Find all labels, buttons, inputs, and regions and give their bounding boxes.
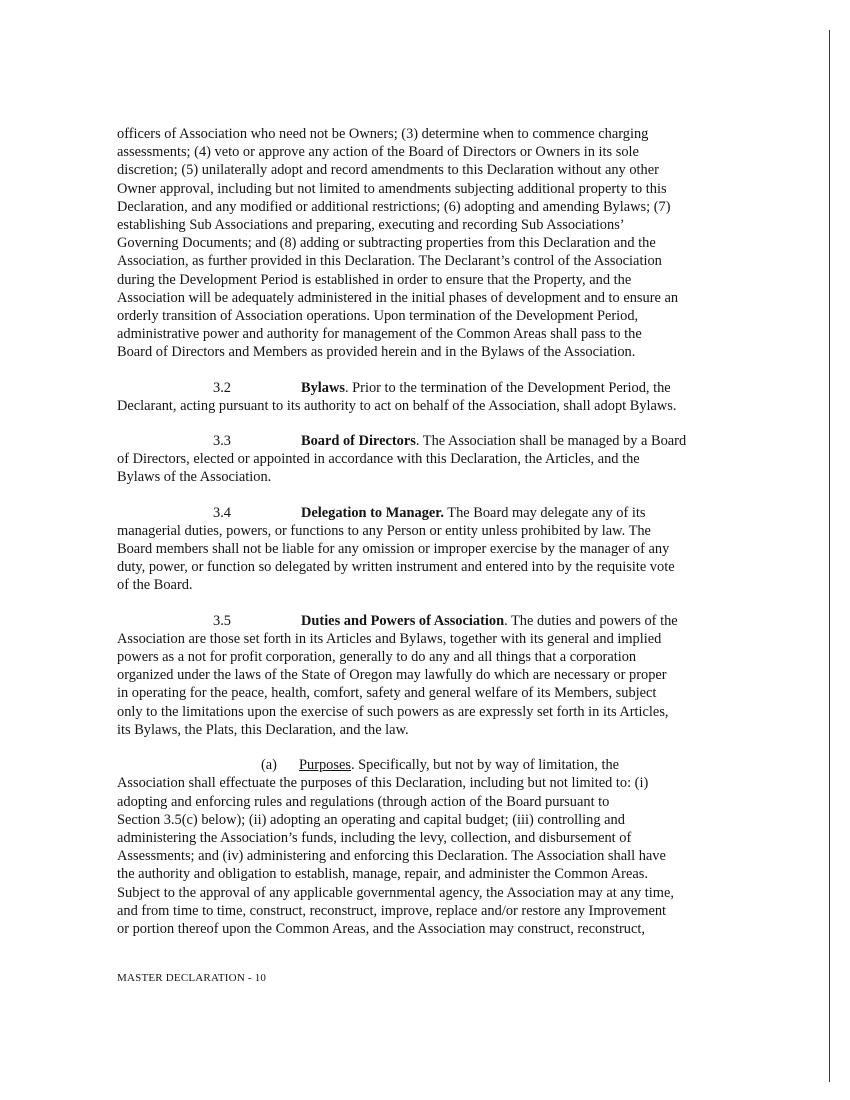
section-text: . The duties and powers of the bbox=[504, 612, 678, 629]
text-line: only to the limitations upon the exercise of such powers as are expressly set forth in its Articles, bbox=[117, 703, 669, 720]
section-first-line bbox=[117, 504, 747, 522]
text-line: managerial duties, powers, or functions to any Person or entity unless prohibited by law. The bbox=[117, 522, 651, 539]
text-line: administering the Association’s funds, including the levy, collection, and disbursement of bbox=[117, 829, 632, 846]
intro-paragraph bbox=[117, 125, 747, 362]
text-line: Board of Directors and Members as provided herein and in the Bylaws of the Association. bbox=[117, 344, 636, 361]
subsection-text: . Specifically, but not by way of limitation, the bbox=[350, 757, 620, 774]
section-heading: Board of Directors bbox=[301, 433, 416, 450]
text-line: Association will be adequately administered in the initial phases of development and to ensure an bbox=[117, 289, 679, 306]
section-first-line bbox=[117, 379, 747, 397]
text-line: orderly transition of Association operations. Upon termination of the Development Period, bbox=[117, 308, 639, 325]
section-text: . The Association shall be managed by a Board bbox=[415, 433, 687, 450]
section-3-4 bbox=[117, 504, 747, 595]
text-line: Assessments; and (iv) administering and enforcing this Declaration. The Association shall have bbox=[117, 848, 666, 865]
section-heading: Bylaws bbox=[301, 379, 345, 396]
text-line: or portion thereof upon the Common Areas, and the Association may construct, reconstruct, bbox=[117, 920, 645, 937]
text-line: assessments; (4) veto or approve any action of the Board of Directors or Owners in its sole bbox=[117, 144, 639, 161]
text-line: in operating for the peace, health, comfort, safety and general welfare of its Members, subject bbox=[117, 685, 657, 702]
section-number: 3.2 bbox=[213, 379, 231, 396]
text-line: during the Development Period is established in order to ensure that the Property, and the bbox=[117, 271, 632, 288]
subsection-heading: Purposes bbox=[299, 757, 351, 774]
text-line: Declaration, and any modified or additional restrictions; (6) adopting and amending Bylaws; (7) bbox=[117, 198, 671, 215]
text-line: powers as a not for profit corporation, generally to do any and all things that a corporation bbox=[117, 649, 637, 666]
subsection-label: (a) bbox=[261, 757, 277, 774]
text-line: Bylaws of the Association. bbox=[117, 469, 272, 486]
text-line: the authority and obligation to establish, manage, repair, and administer the Common Areas. bbox=[117, 866, 648, 883]
text-line: Owner approval, including but not limited to amendments subjecting additional property to this bbox=[117, 180, 667, 197]
section-3-5 bbox=[117, 612, 747, 739]
page-footer: MASTER DECLARATION - 10 bbox=[117, 972, 267, 984]
text-line: Association shall effectuate the purposes of this Declaration, including but not limited to: (i) bbox=[117, 775, 649, 792]
text-line: discretion; (5) unilaterally adopt and record amendments to this Declaration without any other bbox=[117, 162, 659, 179]
text-line: Declarant, acting pursuant to its authority to act on behalf of the Association, shall adopt Bylaws. bbox=[117, 397, 677, 414]
text-line: adopting and enforcing rules and regulations (through action of the Board pursuant to bbox=[117, 793, 610, 810]
text-line: of the Board. bbox=[117, 577, 193, 594]
text-line: administrative power and authority for management of the Common Areas shall pass to the bbox=[117, 326, 642, 343]
section-first-line bbox=[117, 612, 747, 630]
section-3-3 bbox=[117, 432, 747, 487]
section-text: The Board may delegate any of its bbox=[443, 504, 646, 521]
text-line: establishing Sub Associations and preparing, executing and recording Sub Associations’ bbox=[117, 217, 625, 234]
text-line: Board members shall not be liable for any omission or improper exercise by the manager of any bbox=[117, 541, 670, 558]
section-3-2 bbox=[117, 379, 747, 415]
section-number: 3.3 bbox=[213, 433, 231, 450]
text-line: duty, power, or function so delegated by written instrument and entered into by the requisite vote bbox=[117, 559, 675, 576]
section-number: 3.5 bbox=[213, 612, 231, 629]
section-first-line bbox=[117, 432, 747, 450]
text-line: Association, as further provided in this Declaration. The Declarant’s control of the Association bbox=[117, 253, 662, 270]
text-line: its Bylaws, the Plats, this Declaration, and the law. bbox=[117, 721, 409, 738]
text-line: Association are those set forth in its Articles and Bylaws, together with its general and implied bbox=[117, 630, 662, 647]
document-body bbox=[117, 125, 747, 955]
text-line: Section 3.5(c) below); (ii) adopting an operating and capital budget; (iii) controlling and bbox=[117, 811, 625, 828]
section-text: . Prior to the termination of the Development Period, the bbox=[344, 379, 671, 396]
scan-edge-line bbox=[829, 30, 830, 1082]
text-line: Governing Documents; and (8) adding or subtracting properties from this Declaration and the bbox=[117, 235, 656, 252]
section-heading: Duties and Powers of Association bbox=[301, 612, 505, 629]
section-number: 3.4 bbox=[213, 504, 231, 521]
subsection-a-purposes bbox=[117, 756, 747, 938]
text-line: and from time to time, construct, reconstruct, improve, replace and/or restore any Improvement bbox=[117, 902, 667, 919]
text-line: organized under the laws of the State of Oregon may lawfully do which are necessary or proper bbox=[117, 667, 667, 684]
text-line: of Directors, elected or appointed in accordance with this Declaration, the Articles, and the bbox=[117, 451, 640, 468]
section-heading: Delegation to Manager. bbox=[301, 504, 444, 521]
text-line: Subject to the approval of any applicable governmental agency, the Association may at any time, bbox=[117, 884, 674, 901]
text-line: officers of Association who need not be Owners; (3) determine when to commence charging bbox=[117, 126, 649, 142]
subsection-first-line bbox=[117, 756, 747, 774]
